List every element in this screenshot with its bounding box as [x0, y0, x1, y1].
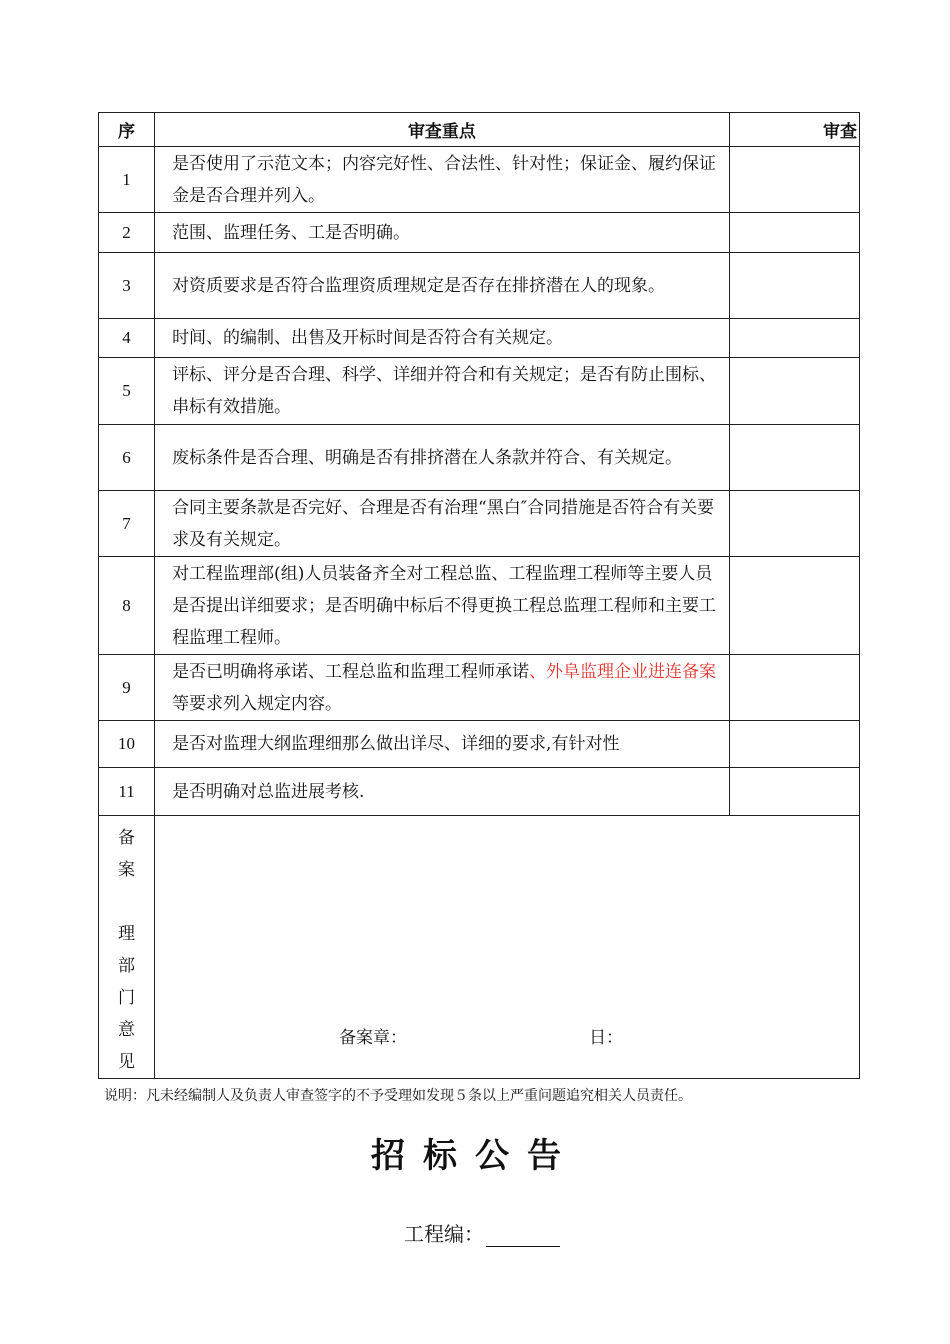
row-review-point: 是否明确对总监进展考核.: [155, 768, 730, 816]
row-seq: 5: [99, 358, 155, 425]
row-review-point: [155, 655, 730, 721]
row-review-point: 废标条件是否合理、明确是否有排挤潜在人条款并符合、有关规定。: [155, 425, 730, 491]
row-seq: 11: [99, 768, 155, 816]
opinion-label-char: 意: [118, 1020, 136, 1040]
point-text: 是否已明确将承诺、工程总监和监理工程师承诺: [172, 661, 530, 682]
row-result-cell: [729, 213, 859, 253]
row-review-point: 是否对监理大纲监理细那么做出详尽、详细的要求,有针对性: [155, 721, 730, 768]
date-label: 日：: [589, 1028, 624, 1048]
row-review-point: 评标、评分是否合理、科学、详细并符合和有关规定；是否有防止围标、串标有效措施。: [155, 358, 730, 425]
point-tail-text: 等要求列入规定内容。: [172, 693, 343, 714]
table-header-row: [99, 113, 860, 147]
opinion-cell: [155, 816, 860, 1079]
table-row: [99, 213, 860, 253]
row-result-cell: [729, 147, 859, 213]
opinion-label-char: 理: [118, 924, 136, 944]
table-row: [99, 557, 860, 655]
row-result-cell: [729, 655, 859, 721]
opinion-row: [99, 816, 860, 1079]
row-seq: 1: [99, 147, 155, 213]
row-seq: 9: [99, 655, 155, 721]
opinion-label: [99, 816, 155, 1079]
row-seq: 7: [99, 491, 155, 557]
table-row: [99, 655, 860, 721]
row-review-point: 对工程监理部(组)人员装备齐全对工程总监、工程监理工程师等主要人员是否提出详细要求；是否明确中标后不得更换工程总监理工程师和主要工程监理工程师。: [155, 557, 730, 655]
opinion-label-char: 部: [118, 956, 136, 976]
point-highlight-text: 、外阜监理企业进连备案: [529, 661, 717, 682]
note-text: 说明：凡未经编制人及负责人审查签字的不予受理如发现５条以上严重问题追究相关人员责任。: [104, 1088, 692, 1104]
row-review-point: 是否使用了示范文本；内容完好性、合法性、针对性；保证金、履约保证金是否合理并列入。: [155, 147, 730, 213]
opinion-label-char: 案: [118, 860, 136, 880]
row-seq: 3: [99, 253, 155, 319]
row-result-cell: [729, 721, 859, 768]
row-review-point: 对资质要求是否符合监理资质理规定是否存在排挤潜在人的现象。: [155, 253, 730, 319]
opinion-label-char: 见: [118, 1052, 136, 1072]
row-review-point: 范围、监理任务、工是否明确。: [155, 213, 730, 253]
row-result-cell: [729, 425, 859, 491]
review-table: [98, 112, 860, 1079]
row-seq: 4: [99, 319, 155, 358]
row-review-point: 合同主要条款是否完好、合理是否有治理“黑白″合同措施是否符合有关要求及有关规定。: [155, 491, 730, 557]
row-seq: 10: [99, 721, 155, 768]
project-number: [404, 1218, 560, 1247]
row-result-cell: [729, 557, 859, 655]
row-result-cell: [729, 253, 859, 319]
table-row: [99, 425, 860, 491]
row-result-cell: [729, 491, 859, 557]
page-heading: 招标公告: [371, 1136, 579, 1176]
table-row: [99, 319, 860, 358]
row-review-point: 时间、的编制、出售及开标时间是否符合有关规定。: [155, 319, 730, 358]
table-row: [99, 491, 860, 557]
project-number-blank: [486, 1226, 560, 1247]
filing-stamp-label: 备案章：: [339, 1028, 408, 1048]
project-number-label: 工程编：: [404, 1222, 484, 1246]
table-row: [99, 253, 860, 319]
table-row: [99, 768, 860, 816]
opinion-label-char: 门: [118, 988, 136, 1008]
header-review-result: 审查: [729, 113, 859, 147]
row-seq: 6: [99, 425, 155, 491]
row-seq: 8: [99, 557, 155, 655]
row-result-cell: [729, 319, 859, 358]
opinion-label-char: 备: [118, 828, 136, 848]
row-result-cell: [729, 358, 859, 425]
table-row: [99, 358, 860, 425]
row-seq: 2: [99, 213, 155, 253]
table-row: [99, 721, 860, 768]
row-result-cell: [729, 768, 859, 816]
table-row: [99, 147, 860, 213]
header-review-point: 审查重点: [155, 113, 730, 147]
header-seq: 序: [99, 113, 155, 147]
